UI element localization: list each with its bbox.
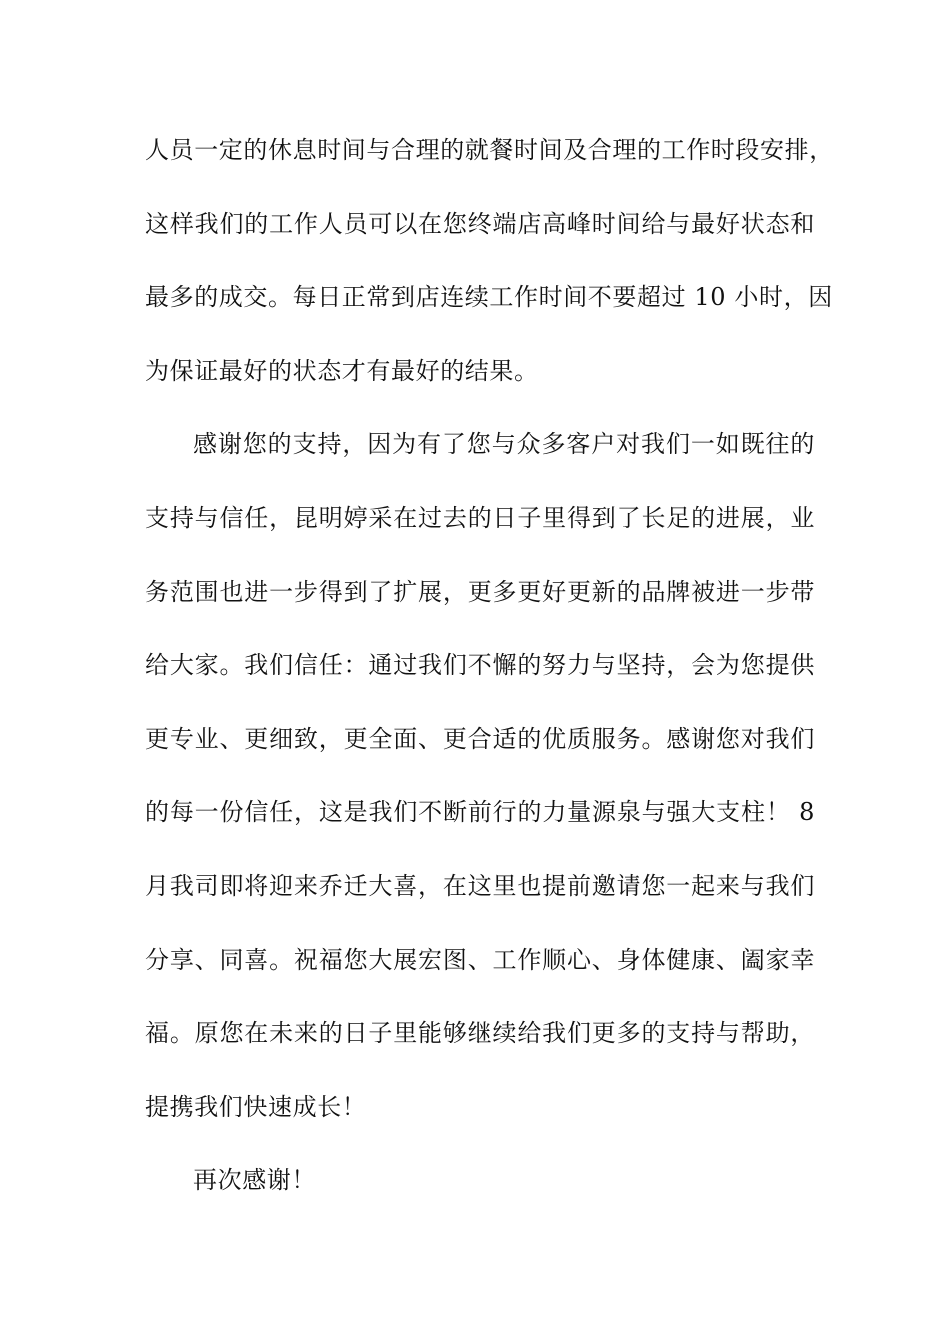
text-line-15: 再次感谢！: [193, 1166, 316, 1195]
text-line-1: 人员一定的休息时间与合理的就餐时间及合理的工作时段安排，: [145, 136, 834, 164]
text-line-11: 月我司即将迎来乔迁大喜，在这里也提前邀请您一起来与我们: [145, 871, 815, 900]
text-line-2: 这样我们的工作人员可以在您终端店高峰时间给与最好状态和: [145, 209, 815, 238]
text-line-12: 分享、同喜。祝福您大展宏图、工作顺心、身体健康、阖家幸: [145, 945, 815, 974]
text-line-8: 给大家。我们信任：通过我们不懈的努力与坚持，会为您提供: [145, 651, 815, 680]
text-line-14: 提携我们快速成长！: [145, 1092, 367, 1121]
text-line-3: 最多的成交。每日正常到店连续工作时间不要超过 10 小时，因: [145, 283, 833, 312]
body-text: [145, 126, 834, 1230]
text-line-13: 福。原您在未来的日子里能够继续给我们更多的支持与帮助，: [145, 1019, 815, 1048]
text-line-7: 务范围也进一步得到了扩展，更多更好更新的品牌被进一步带: [145, 577, 815, 606]
text-line-9: 更专业、更细致，更全面、更合适的优质服务。感谢您对我们: [145, 724, 815, 753]
text-line-6: 支持与信任，昆明婷采在过去的日子里得到了长足的进展，业: [145, 503, 815, 532]
text-line-4: 为保证最好的状态才有最好的结果。: [145, 356, 539, 385]
text-line-10: 的每一份信任，这是我们不断前行的力量源泉与强大支柱！ 8: [145, 798, 815, 827]
text-line-5: 感谢您的支持，因为有了您与众多客户对我们一如既往的: [193, 430, 815, 459]
